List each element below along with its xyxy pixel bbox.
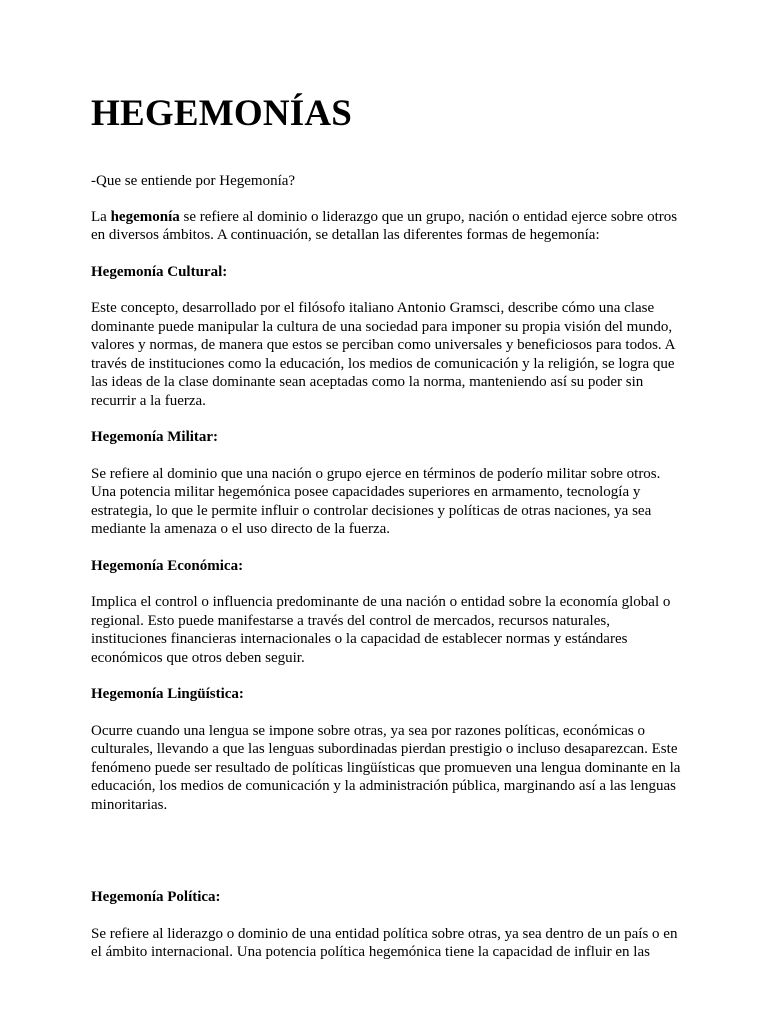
section-heading-linguistica: Hegemonía Lingüística:: [91, 686, 244, 702]
section-heading-economica: Hegemonía Económica:: [91, 557, 244, 574]
section-heading-militar: Hegemonía Militar:: [91, 429, 219, 445]
section-body-linguistica: Ocurre cuando una lengua se impone sobre otras, ya sea por razones políticas, económicas o culturales, llevando a que las lenguas subordinadas pierdan prestigio o incluso desaparezcan. Este fenómeno puede ser resultado de políticas lingüísticas que promueven una lengua dominante en la educación, los medios de comunicación y la administración pública, marginando así a las lenguas minoritarias.: [91, 722, 681, 813]
blank-space: [91, 814, 687, 870]
section-heading-politica: Hegemonía Política:: [91, 889, 221, 905]
section-heading-cultural: Hegemonía Cultural:: [91, 263, 228, 280]
intro-paragraph: [91, 208, 687, 245]
section-body-politica: Se refiere al liderazgo o dominio de una entidad política sobre otras, ya sea dentro de un país o en el ámbito internacional. Una potencia política hegemónica tiene la capacidad de influir en las: [91, 925, 678, 960]
document-title: HEGEMONÍAS: [91, 93, 353, 134]
intro-prefix: La: [91, 208, 111, 225]
section-body-cultural: Este concepto, desarrollado por el filósofo italiano Antonio Gramsci, describe cómo una clase dominante puede manipular la cultura de una sociedad para imponer su propia visión del mundo, valores y normas, de manera que estos se perciban como universales y beneficiosos para todos. A través de instituciones como la educación, los medios de comunicación y la religión, se logra que las ideas de la clase dominante sean aceptadas como la norma, manteniendo así su poder sin recurrir a la fuerza.: [91, 300, 675, 409]
question-text: -Que se entiende por Hegemonía?: [91, 173, 296, 189]
section-body-economica: Implica el control o influencia predominante de una nación o entidad sobre la economía global o regional. Esto puede manifestarse a través del control de mercados, recursos naturales, instituciones financieras internacionales o la capacidad de establecer normas y estándares económicos que otros deben seguir.: [91, 594, 671, 666]
intro-bold-term: hegemonía: [110, 208, 180, 225]
section-body-militar: Se refiere al dominio que una nación o grupo ejerce en términos de poderío militar sobre otros. Una potencia militar hegemónica posee capacidades superiores en armamento, tecnología y estrategia, lo que le permite influir o controlar decisiones y políticas de otras naciones, ya sea mediante la amenaza o el uso directo de la fuerza.: [91, 465, 661, 537]
intro-rest: se refiere al dominio o liderazgo que un grupo, nación o entidad ejerce sobre otros en diversos ámbitos. A continuación, se detallan las diferentes formas de hegemonía:: [91, 208, 678, 243]
document-content: [91, 92, 687, 962]
